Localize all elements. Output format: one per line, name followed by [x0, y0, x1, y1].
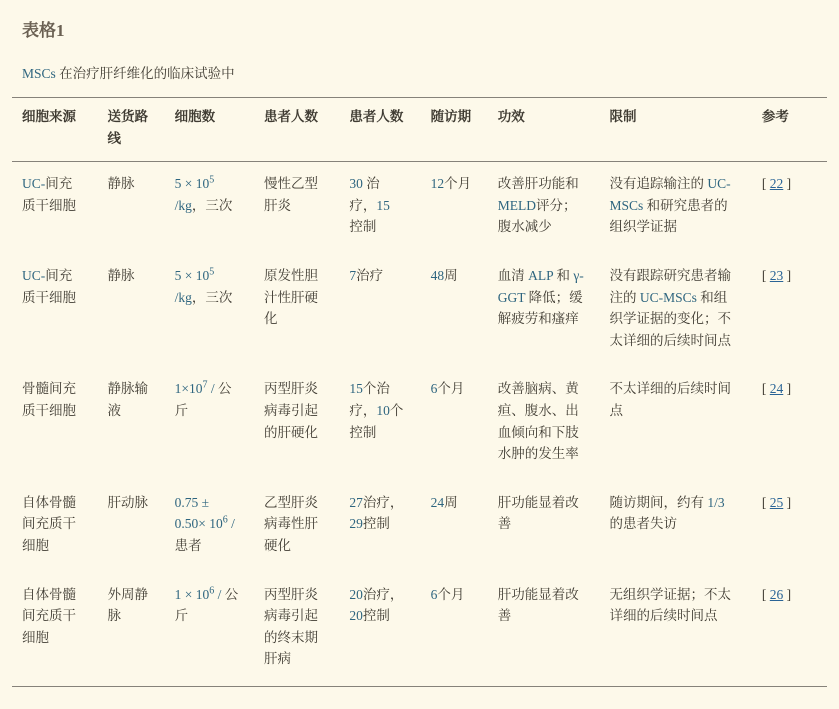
reference-link[interactable]: 23	[769, 267, 784, 283]
header-row	[12, 98, 827, 162]
cell-cell-number: $5 \times 10^5$ /kg，三次	[174, 174, 233, 213]
cell-delivery-route: 静脉	[107, 176, 135, 192]
cell-cell-source: 骨髓间充质干细胞	[22, 381, 76, 418]
cell-follow-up-period: 24周	[430, 494, 458, 510]
cell-patient-condition: 慢性乙型肝炎	[264, 176, 318, 213]
table-row	[12, 481, 827, 573]
cell-patient-condition: 乙型肝炎病毒性肝硬化	[264, 494, 318, 553]
column-header-cell-source: 细胞来源	[12, 98, 108, 162]
cell-delivery-route: 肝动脉	[107, 494, 149, 510]
cell-follow-up-period: 48周	[430, 267, 458, 283]
table-caption: MSCs 在治疗肝纤维化的临床试验中	[22, 66, 235, 81]
cell-patient-condition: 丙型肝炎病毒引起的肝硬化	[264, 381, 318, 440]
table-row	[12, 162, 827, 254]
cell-cell-number: $1\times 10^7$ / 公斤	[174, 379, 232, 418]
cell-efficacy: 改善脑病、黄疸、腹水、出血倾向和下肢水肿的发生率	[497, 381, 579, 462]
column-header-follow-up: 随访期	[431, 98, 498, 162]
cell-patient-count: 27治疗，29控制	[349, 494, 404, 532]
column-header-limitations: 限制	[609, 98, 761, 162]
column-header-cell-number: 细胞数	[175, 98, 264, 162]
cell-delivery-route: 外周静脉	[107, 586, 149, 624]
cell-reference: [ 23 ]	[761, 267, 792, 283]
cell-limitations: 随访期间，约有 1/3 的患者失访	[609, 494, 725, 532]
column-header-delivery-route: 送货路线	[108, 98, 175, 162]
column-header-efficacy: 功效	[498, 98, 610, 162]
column-header-reference: 参考	[762, 98, 827, 162]
cell-patient-condition: 原发性胆汁性肝硬化	[264, 267, 318, 327]
cell-patient-count: 7治疗	[349, 267, 384, 283]
cell-patient-count: 20治疗，20控制	[349, 586, 404, 624]
cell-reference: [ 22 ]	[761, 176, 792, 192]
cell-limitations: 无组织学证据；不太详细的后续时间点	[609, 586, 731, 624]
reference-link[interactable]: 22	[769, 176, 784, 192]
cell-patient-count: 15个治疗，10个控制	[349, 381, 404, 440]
cell-limitations: 不太详细的后续时间点	[609, 381, 731, 418]
table-row	[12, 367, 827, 480]
cell-efficacy: 改善肝功能和 MELD评分；腹水减少	[497, 176, 579, 235]
reference-link[interactable]: 26	[769, 586, 784, 602]
cell-cell-source: 自体骨髓间充质干细胞	[22, 494, 76, 553]
cell-patient-condition: 丙型肝炎病毒引起的终末期肝病	[264, 586, 318, 667]
cell-limitations: 没有追踪输注的 UC-MSCs 和研究患者的组织学证据	[609, 176, 731, 235]
cell-follow-up-period: 6个月	[430, 586, 465, 602]
table-row	[12, 254, 827, 367]
cell-limitations: 没有跟踪研究患者输注的 UC-MSCs 和组织学证据的变化；不太详细的后续时间点	[609, 267, 731, 348]
cell-follow-up-period: 6个月	[430, 381, 465, 397]
table-header	[12, 98, 827, 162]
reference-link[interactable]: 24	[769, 381, 784, 397]
cell-cell-number: $1 \times 10^6$ / 公斤	[174, 585, 239, 624]
cell-cell-source: UC-间充质干细胞	[22, 176, 76, 213]
clinical-trials-table	[12, 97, 827, 687]
cell-reference: [ 25 ]	[761, 494, 792, 510]
reference-link[interactable]: 25	[769, 494, 784, 510]
cell-reference: [ 26 ]	[761, 586, 792, 602]
table-title: 表格1	[22, 21, 65, 40]
cell-delivery-route: 静脉输液	[107, 381, 149, 418]
cell-cell-number: $0.75 \pm 0.50\times 10^6$ /患者	[174, 494, 235, 553]
column-header-patient-count: 患者人数	[349, 98, 430, 162]
column-header-patient-condition: 患者人数	[264, 98, 349, 162]
cell-follow-up-period: 12个月	[430, 176, 472, 192]
cell-cell-source: 自体骨髓间充质干细胞	[22, 586, 76, 645]
cell-patient-count: 30 治疗，15 控制	[349, 176, 390, 235]
table-row	[12, 573, 827, 687]
cell-efficacy: 肝功能显着改善	[497, 586, 579, 624]
cell-delivery-route: 静脉	[107, 267, 135, 283]
cell-cell-number: $5 \times 10^5$ /kg，三次	[174, 266, 233, 305]
cell-reference: [ 24 ]	[761, 381, 792, 397]
cell-cell-source: UC-间充质干细胞	[22, 267, 76, 305]
table-body	[12, 162, 827, 687]
cell-efficacy: 肝功能显着改善	[497, 494, 579, 532]
cell-efficacy: 血清 ALP 和 γ-GGT 降低；缓解疲劳和瘙痒	[497, 267, 584, 327]
